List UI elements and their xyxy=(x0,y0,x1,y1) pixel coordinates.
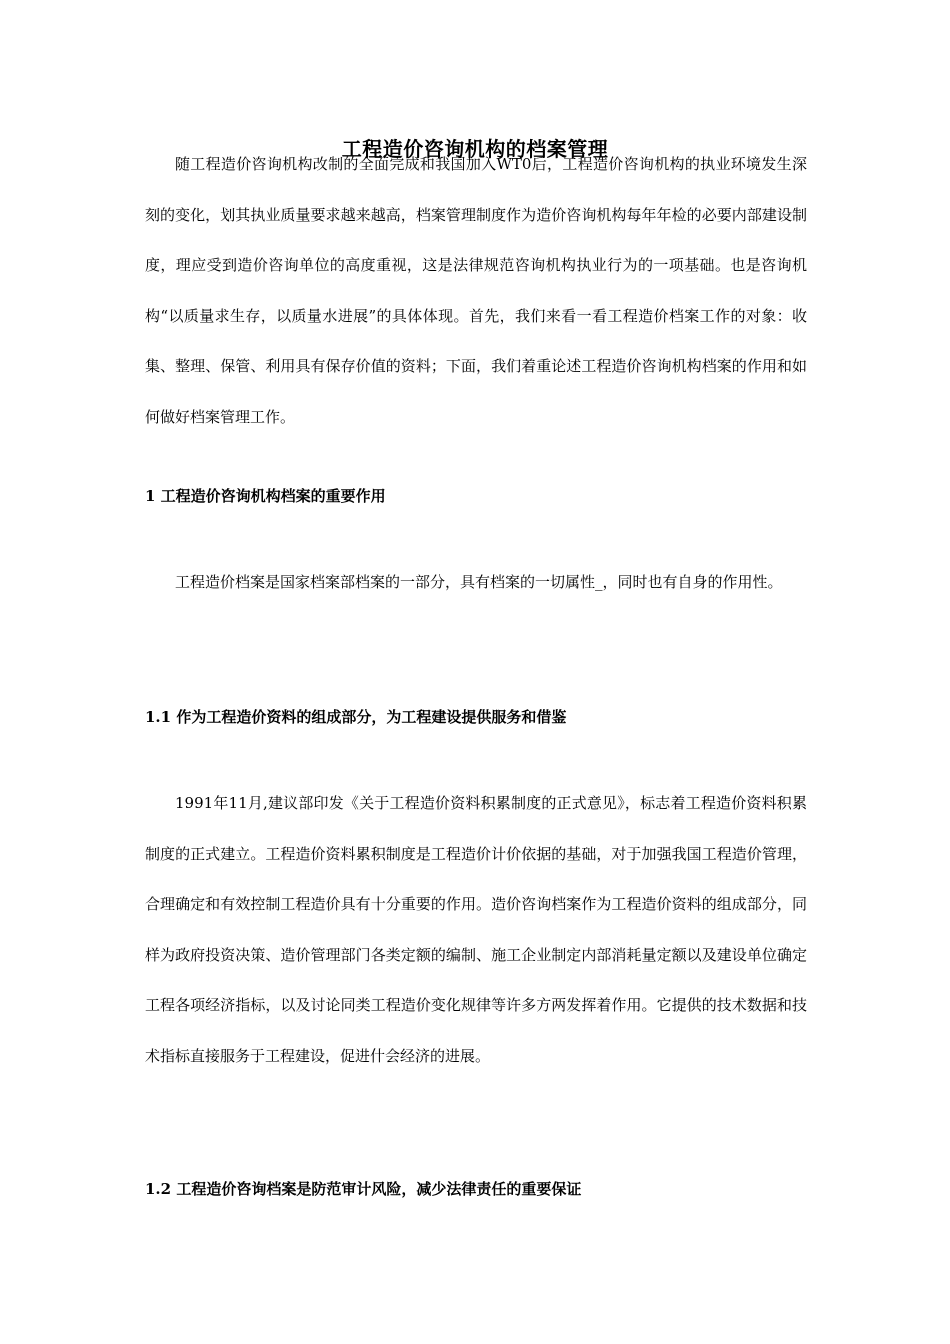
intro-paragraph: 随工程造价咨询机构改制的全面完成和我国加入WT0后，工程造价咨询机构的执业环境发生深刻的变化，划其执业质量要求越来越高，档案管理制度作为造价咨询机构每年年检的必要内部建设制度，理应受到造价咨询单位的高度重视，这是法律规范咨询机构执业行为的一项基础。也是咨询机构“以质量求生存，以质量水进展”的具体体现。首先，我们来看一看工程造价档案工作的对象：收集、整理、保管、利用具有保存价值的资料；下面，我们着重论述工程造价咨询机构档案的作用和如何做好档案管理工作。 xyxy=(145,155,807,426)
section-body-1-1: 1991年11月,建议部印发《关于工程造价资料积累制度的正式意见》，标志着工程造价资料积累制度的正式建立。工程造价资料累积制度是工程造价计价依据的基础，对于加强我国工程造价管理，合理确定和有效控制工程造价具有十分重要的作用。造价咨询档案作为工程造价资料的组成部分，同样为政府投资决策、造价管理部门各类定额的编制、施工企业制定内部消耗量定额以及建设单位确定工程各项经济指标，以及讨论同类工程造价变化规律等许多方两发挥着作用。它提供的技术数据和技术指标直接服务于工程建设，促进什会经济的进展。 xyxy=(145,794,807,1065)
section-body-1: 工程造价档案是国家档案部档案的一部分，具有档案的一切属性_，同时也有自身的作用性。 xyxy=(175,573,783,591)
section-heading-1-2: 1.2 工程造价咨询档案是防范审计风险，减少法律责任的重要保证 xyxy=(145,1180,582,1198)
document-title: 工程造价咨询机构的档案管理 xyxy=(341,137,609,162)
section-heading-1: 1 工程造价咨询机构档案的重要作用 xyxy=(145,487,386,505)
section-heading-1-1: 1.1 作为工程造价资料的组成部分，为工程建设提供服务和借鉴 xyxy=(145,708,567,726)
